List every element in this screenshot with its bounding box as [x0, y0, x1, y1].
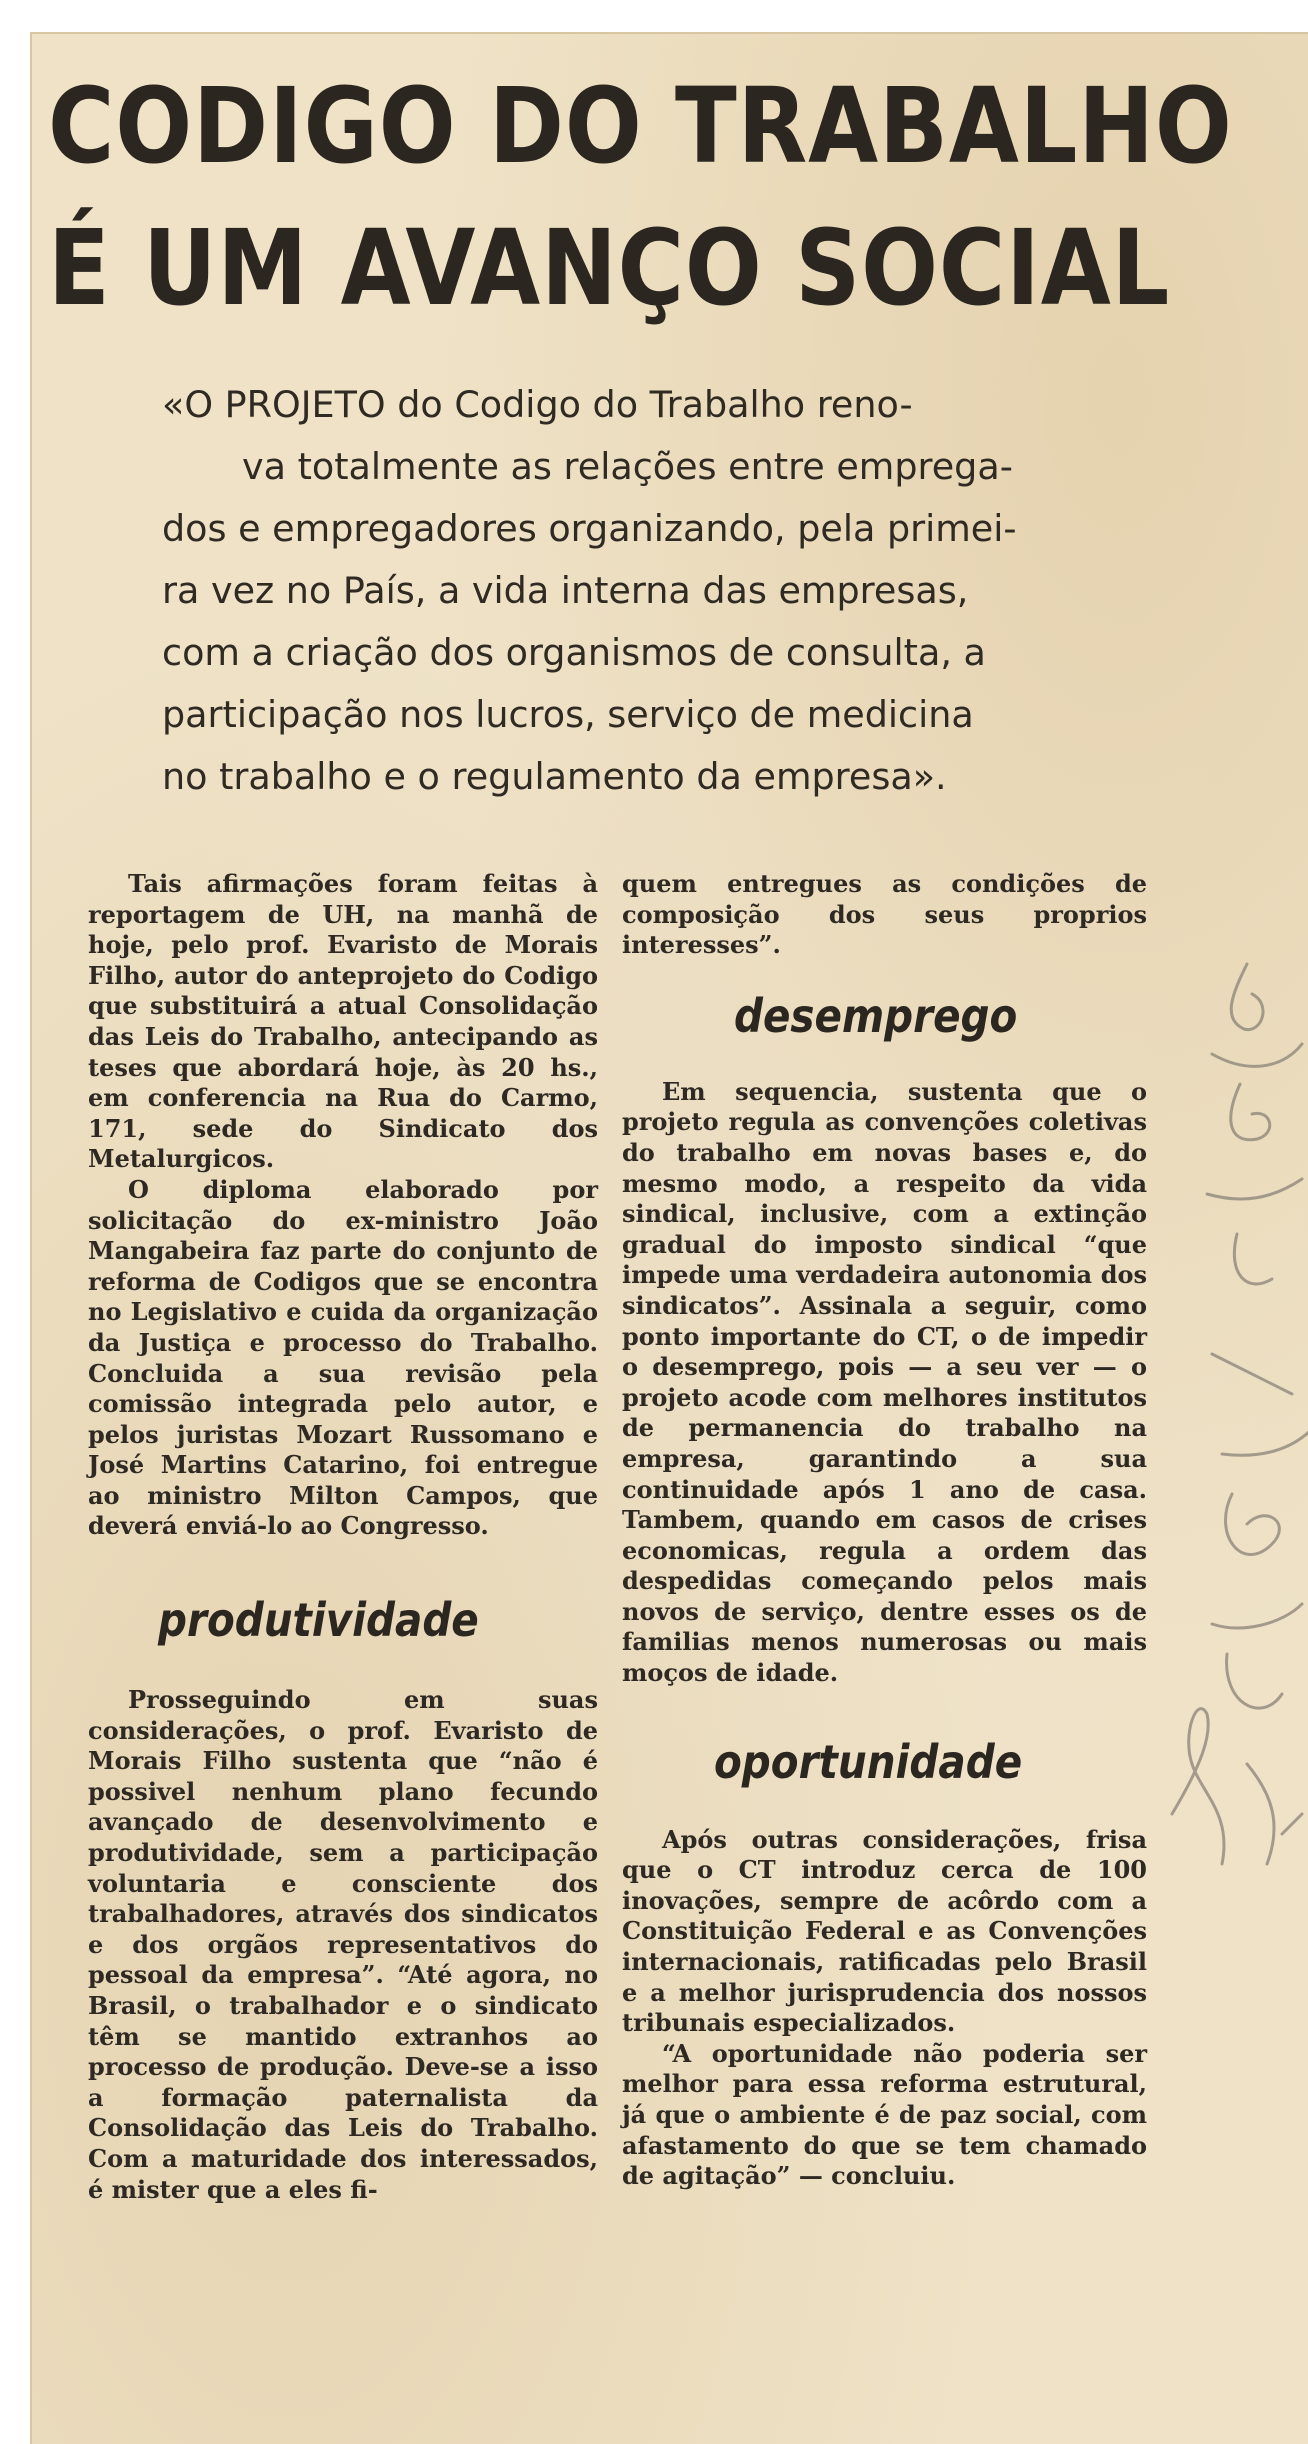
subhead-desemprego: desemprego [734, 988, 1018, 1043]
lede-line: ra vez no País, a vida interna das empresas, [162, 569, 969, 612]
body-paragraph: Prosseguindo em suas considerações, o prof. Evaristo de Morais Filho sustenta que “não é possivel nenhum plano fecundo avançado de desenvolvimento e produtividade, sem a participação voluntaria e consciente dos trabalhadores, através dos sindicatos e dos orgãos representativos do pessoal da empresa”. “Até agora, no Brasil, o trabalhador e o sindicato têm se mantido extranhos ao processo de produção. Deve-se a isso a formação paternalista da Consolidação das Leis do Trabalho. Com a maturidade dos interessados, é mister que a eles fi- [88, 1685, 598, 2204]
body-paragraph: quem entregues as condições de composição dos seus proprios interesses”. [622, 869, 1147, 960]
left-column [88, 869, 598, 2205]
lede-line: participação nos lucros, serviço de medicina [162, 693, 974, 736]
body-paragraph: Em sequencia, sustenta que o projeto regula as convenções coletivas do trabalho em novas bases e, do mesmo modo, a respeito da vida sindical, inclusive, com a extinção gradual do imposto sindical “que impede uma verdadeira autonomia dos sindicatos”. Assinala a seguir, como ponto importante do CT, o de impedir o desemprego, pois — a seu ver — o projeto acode com melhores institutos de permanencia do trabalho na empresa, garantindo a sua continuidade após 1 ano de casa. Tambem, quando em casos de crises economicas, regula a ordem das despedidas começando pelos mais novos de serviço, dentre esses os de familias menos numerosas ou mais moços de idade. [622, 1076, 1147, 1688]
newspaper-clipping [30, 32, 1308, 2444]
headline-line-2: É UM AVANÇO SOCIAL [48, 207, 1171, 329]
lede-line: no trabalho e o regulamento da empresa». [162, 755, 947, 798]
right-column [622, 869, 1147, 2192]
pencil-annotation [1152, 934, 1308, 1934]
lede-line: com a criação dos organismos de consulta, a [162, 631, 986, 674]
subhead-produtividade: produtividade [158, 1593, 479, 1648]
lede-line: va totalmente as relações entre emprega- [242, 445, 1013, 488]
body-paragraph: O diploma elaborado por solicitação do ex-ministro João Mangabeira faz parte do conjunto de reforma de Codigos que se encontra no Legislativo e cuida da organização da Justiça e processo do Trabalho. Concluida a sua revisão pela comissão integrada pelo autor, e pelos juristas Mozart Russomano e José Martins Catarino, foi entregue ao ministro Milton Campos, que deverá enviá-lo ao Congresso. [88, 1174, 598, 1541]
lede-line: «O PROJETO do Codigo do Trabalho reno- [162, 383, 913, 426]
headline-line-1: CODIGO DO TRABALHO [48, 65, 1233, 187]
body-paragraph: “A oportunidade não poderia ser melhor para essa reforma estrutural, já que o ambiente é de paz social, com afastamento do que se tem chamado de agitação” — concluiu. [622, 2038, 1147, 2191]
lede-paragraph [162, 374, 1152, 808]
body-paragraph: Após outras considerações, frisa que o CT introduz cerca de 100 inovações, sempre de acôrdo com a Constituição Federal e as Convenções internacionais, ratificadas pelo Brasil e a melhor jurisprudencia dos nossos tribunais especializados. [622, 1824, 1147, 2038]
body-paragraph: Tais afirmações foram feitas à reportagem de UH, na manhã de hoje, pelo prof. Evaristo de Morais Filho, autor do anteprojeto do Codigo que substituirá a atual Consolidação das Leis do Trabalho, antecipando as teses que abordará hoje, às 20 hs., em conferencia na Rua do Carmo, 171, sede do Sindicato dos Metalurgicos. [88, 869, 598, 1174]
subhead-oportunidade: oportunidade [714, 1734, 1023, 1789]
lede-line: dos e empregadores organizando, pela primei- [162, 507, 1017, 550]
